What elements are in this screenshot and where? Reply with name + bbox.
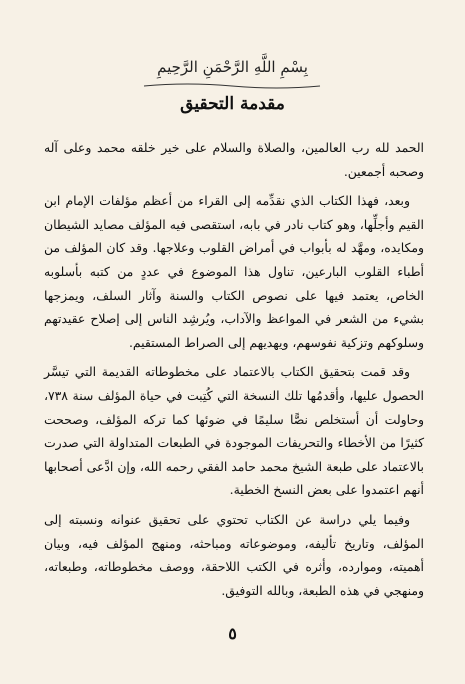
paragraph-2: وبعد، فهذا الكتاب الذي نقدِّمه إلى القراء من أعظم مؤلفات الإمام ابن القيم وأجلِّها، وهو كتاب نادر في بابه، استقصى فيه المؤلف مصايد الشيطان ومكايده، ومهَّد له بأبواب في أمراض القلوب وعلاجها. وقد كان المؤلف من أطباء القلوب البارعين، تناول هذا الموضوع في عددٍ من كتبه بأسلوبه الخاص، يعتمد فيها على نصوص الكتاب والسنة وآثار السلف، ويمزجها بشيء من الشعر في المواعظ والآداب، ويُرشِد الناس إلى إصلاح عقيدتهم وسلوكهم وتزكية نفوسهم، ويهديهم إلى الصراط المستقيم. — [44, 193, 424, 350]
basmala-flourish-icon — [142, 82, 322, 90]
page-title: مقدمة التحقيق — [180, 94, 285, 114]
paragraph-4: وفيما يلي دراسة عن الكتاب تحتوي على تحقيق عنوانه ونسبته إلى المؤلف، وتاريخ تأليفه، وموضوعاته ومباحثه، ومنهج المؤلف فيه، وبيان أهميته، وموارده، وأثره في الكتب اللاحقة، ووصف مخطوطاته، وطبعاته، ومنهجي في هذه الطبعة، وبالله التوفيق. — [44, 511, 424, 598]
paragraph-3: وقد قمت بتحقيق الكتاب بالاعتماد على مخطوطاته القديمة التي تيسَّر الحصول عليها، وأقدمُها تلك النسخة التي كُتِبت في حياة المؤلف سنة ٧٣٨، وحاولت أن أستخلص نصًّا سليمًا في ضوئها كما تركه المؤلف، وصححت كثيرًا من الأخطاء والتحريفات الموجودة في الطبعات المتداولة التي صدرت بالاعتماد على طبعة الشيخ محمد حامد الفقي رحمه الله، وإن ادَّعى أصحابها أنهم اعتمدوا على بعض النسخ الخطية. — [44, 364, 424, 498]
basmala: بِسْمِ اللَّهِ الرَّحْمَنِ الرَّحِيمِ — [157, 58, 308, 76]
paragraph-1: الحمد لله رب العالمين، والصلاة والسلام على خير خلقه محمد وعلى آله وصحبه أجمعين. — [44, 140, 424, 179]
body-text — [44, 136, 424, 608]
page-number: ٥ — [228, 624, 237, 643]
